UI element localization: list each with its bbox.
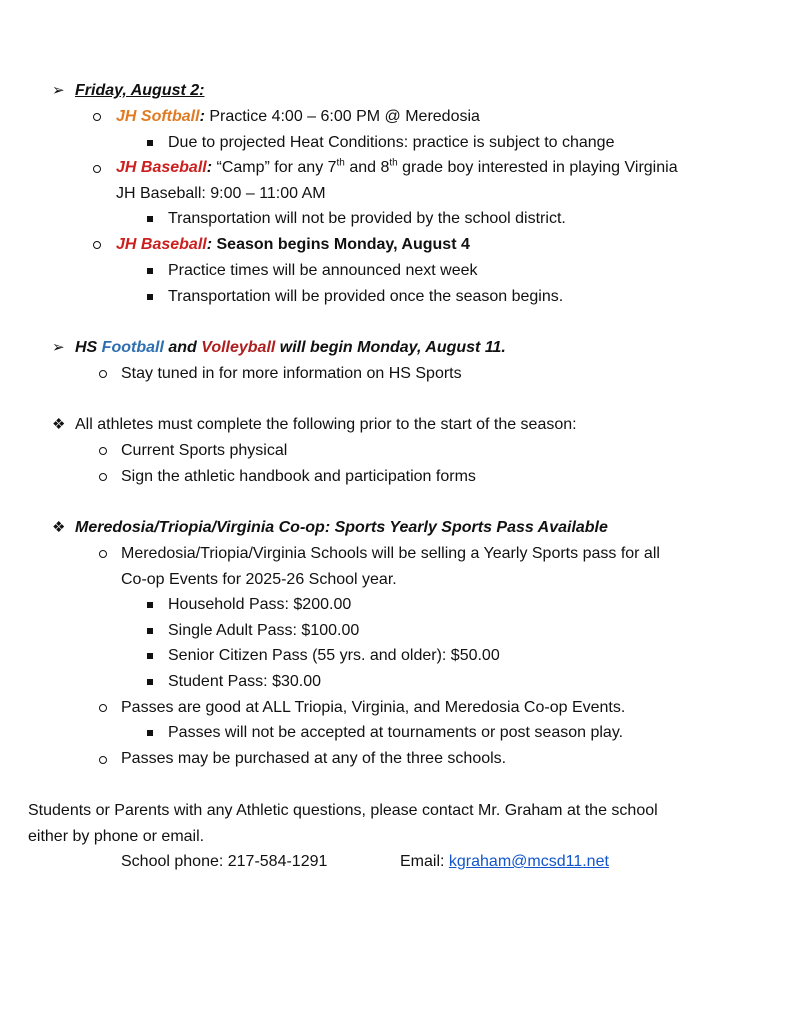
camp-text-c: grade boy interested in playing Virginia xyxy=(397,159,678,176)
pass-item: Senior Citizen Pass (55 yrs. and older): $50.00 xyxy=(168,647,500,664)
circle-bullet-icon xyxy=(99,473,107,481)
diamond-bullet-icon: ❖ xyxy=(52,416,66,433)
requirement-item: Sign the athletic handbook and participation forms xyxy=(121,468,476,485)
softball-label: JH Softball xyxy=(116,108,200,125)
hs-rest: will begin Monday, August 11. xyxy=(275,339,506,356)
circle-bullet-icon xyxy=(99,550,107,558)
circle-bullet-icon xyxy=(99,756,107,764)
baseball-season-line xyxy=(116,235,470,255)
square-bullet-icon xyxy=(147,602,153,608)
camp-text-a: “Camp” for any 7 xyxy=(212,159,337,176)
softball-colon: : xyxy=(199,108,205,125)
square-bullet-icon xyxy=(147,730,153,736)
square-bullet-icon xyxy=(147,628,153,634)
baseball-season-sub1: Practice times will be announced next week xyxy=(168,262,478,279)
volleyball-label: Volleyball xyxy=(201,339,276,356)
baseball-colon: : xyxy=(206,236,213,253)
camp-text-b: and 8 xyxy=(344,159,390,176)
softball-line xyxy=(116,107,480,127)
pass-item: Single Adult Pass: $100.00 xyxy=(168,622,360,639)
school-phone: School phone: 217-584-1291 xyxy=(121,853,328,870)
square-bullet-icon xyxy=(147,294,153,300)
circle-bullet-icon xyxy=(93,113,101,121)
pass-item: Household Pass: $200.00 xyxy=(168,596,352,613)
email-line xyxy=(400,852,609,872)
hs-sports-item: Stay tuned in for more information on HS Sports xyxy=(121,365,462,382)
baseball-camp-line xyxy=(116,158,678,178)
section-heading-friday: Friday, August 2: xyxy=(75,82,205,99)
contact-line2: either by phone or email. xyxy=(28,828,205,845)
athletes-heading: All athletes must complete the following prior to the start of the season: xyxy=(75,416,577,433)
email-link[interactable]: kgraham@mcsd11.net xyxy=(448,853,609,870)
baseball-colon: : xyxy=(206,159,213,176)
square-bullet-icon xyxy=(147,268,153,274)
square-bullet-icon xyxy=(147,140,153,146)
email-label: Email: xyxy=(400,853,449,870)
season-text: Season begins Monday, August 4 xyxy=(212,236,470,253)
hs-sports-heading xyxy=(75,338,506,358)
square-bullet-icon xyxy=(147,679,153,685)
baseball-season-sub2: Transportation will be provided once the season begins. xyxy=(168,288,564,305)
coop-item1-line2: Co-op Events for 2025-26 School year. xyxy=(121,571,397,588)
coop-item2-sub: Passes will not be accepted at tournaments or post season play. xyxy=(168,724,624,741)
coop-item1-line1: Meredosia/Triopia/Virginia Schools will be selling a Yearly Sports pass for all xyxy=(121,545,660,562)
coop-item3: Passes may be purchased at any of the three schools. xyxy=(121,750,507,767)
baseball-camp-line2: JH Baseball: 9:00 – 11:00 AM xyxy=(116,185,326,202)
circle-bullet-icon xyxy=(99,704,107,712)
football-label: Football xyxy=(101,339,164,356)
hs-prefix: HS xyxy=(75,339,102,356)
circle-bullet-icon xyxy=(93,165,101,173)
arrow-bullet-icon: ➢ xyxy=(52,339,65,356)
baseball-label: JH Baseball xyxy=(116,159,207,176)
square-bullet-icon xyxy=(147,216,153,222)
requirement-item: Current Sports physical xyxy=(121,442,288,459)
softball-text: Practice 4:00 – 6:00 PM @ Meredosia xyxy=(204,108,480,125)
contact-line1: Students or Parents with any Athletic questions, please contact Mr. Graham at the school xyxy=(28,802,658,819)
sup-th: th xyxy=(336,157,345,169)
baseball-label: JH Baseball xyxy=(116,236,207,253)
square-bullet-icon xyxy=(147,653,153,659)
baseball-camp-sub: Transportation will not be provided by the school district. xyxy=(168,210,566,227)
diamond-bullet-icon: ❖ xyxy=(52,519,66,536)
and-text: and xyxy=(163,339,202,356)
coop-heading: Meredosia/Triopia/Virginia Co-op: Sports Yearly Sports Pass Available xyxy=(75,519,608,536)
circle-bullet-icon xyxy=(99,370,107,378)
arrow-bullet-icon: ➢ xyxy=(52,82,65,99)
sup-th: th xyxy=(389,157,398,169)
circle-bullet-icon xyxy=(99,447,107,455)
softball-sub: Due to projected Heat Conditions: practice is subject to change xyxy=(168,134,615,151)
circle-bullet-icon xyxy=(93,241,101,249)
coop-item2: Passes are good at ALL Triopia, Virginia, and Meredosia Co-op Events. xyxy=(121,699,626,716)
pass-item: Student Pass: $30.00 xyxy=(168,673,321,690)
